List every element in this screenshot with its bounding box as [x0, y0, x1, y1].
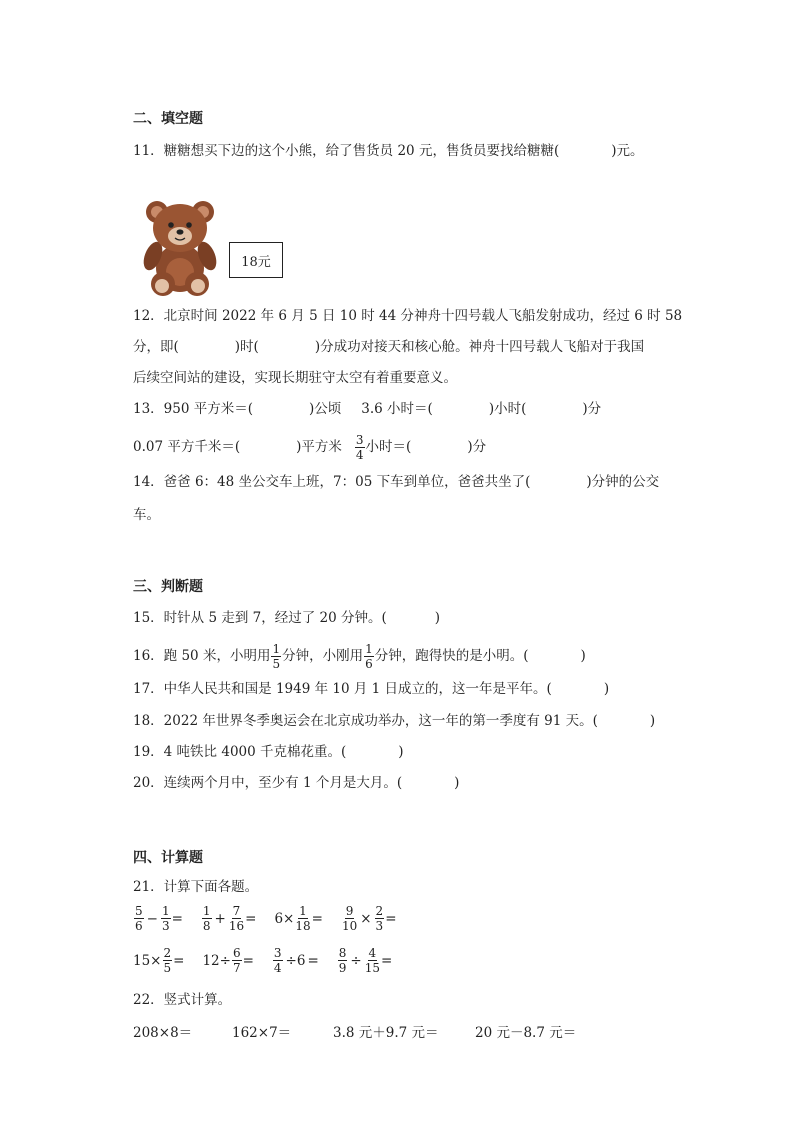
q15-close: )	[434, 610, 441, 626]
calc-item: 15× $\frac{2}{5}$ =	[133, 946, 185, 975]
question-14-line-2: 车。	[133, 507, 160, 523]
vertical-calc-item-1: 208×8＝	[133, 1025, 193, 1041]
q19-close: )	[398, 744, 404, 760]
calc-item: $\frac{5}{6}$ − $\frac{1}{3}$ =	[135, 904, 183, 933]
q15-text: 15．时针从 5 走到 7，经过了 20 分钟。(	[133, 610, 387, 626]
q13-b4: )分	[467, 439, 487, 455]
question-21-title: 21．计算下面各题。	[133, 879, 259, 895]
section-title-calculation: 四、计算题	[133, 850, 203, 866]
question-13-line-2	[133, 434, 486, 461]
question-12-line-3: 后续空间站的建设，实现长期驻守太空有着重要意义。	[133, 370, 457, 386]
q13-a5: )分	[582, 401, 602, 417]
q12-text-a: 分，即(	[133, 339, 179, 355]
fraction: $\frac{1}{6}$	[365, 642, 373, 671]
fraction: $\frac{1}{5}$	[272, 642, 281, 671]
teddy-bear-image	[140, 196, 220, 298]
q16-text-a: 16．跑 50 米，小明用	[133, 648, 271, 664]
q14-text-b: )分钟的公交	[586, 474, 660, 490]
question-12-line-2	[133, 337, 644, 357]
question-12-line-1: 12．北京时间 2022 年 6 月 5 日 10 时 44 分神舟十四号载人飞船发射成功，经过 6 时 58	[133, 308, 683, 324]
q14-text-a: 14．爸爸 6：48 坐公交车上班，7：05 下车到单位，爸爸共坐了(	[133, 474, 531, 490]
calc-item: $\frac{3}{4}$ ÷6 =	[273, 946, 319, 975]
q16-text-b: 分钟，小刚用	[282, 648, 364, 664]
q20-close: )	[454, 775, 460, 791]
q11-text-b: )元。	[611, 143, 644, 159]
q12-text-b: )时(	[234, 339, 259, 355]
calc-row-1	[133, 905, 415, 932]
q12-text-c: )分成功对接天和核心舱。神舟十四号载人飞船对于我国	[314, 339, 645, 355]
question-22-title: 22．竖式计算。	[133, 992, 232, 1008]
q13-a2: )公顷	[309, 401, 342, 417]
q13-a4: )小时(	[488, 401, 527, 417]
q17-text: 17．中华人民共和国是 1949 年 10 月 1 日成立的，这一年是平年。(	[133, 681, 552, 697]
q16-close: )	[580, 648, 586, 664]
calc-item: $\frac{8}{9}$ ÷ $\frac{4}{15}$ =	[338, 946, 393, 975]
q11-text-a: 11．糖糖想买下边的这个小熊，给了售货员 20 元，售货员要找给糖糖(	[133, 143, 560, 159]
question-20	[133, 773, 459, 793]
q20-text: 20．连续两个月中，至少有 1 个月是大月。(	[133, 775, 403, 791]
price-tag: 18元	[229, 242, 283, 278]
q17-close: )	[603, 681, 610, 697]
fraction: $\frac{3}{4}$	[355, 433, 364, 462]
calc-item: $\frac{1}{8}$ + $\frac{7}{16}$ =	[202, 904, 257, 933]
q13-b2: )平方米	[296, 439, 342, 455]
question-16	[133, 643, 586, 670]
calc-item: 6× $\frac{1}{18}$ =	[274, 904, 323, 933]
question-15	[133, 608, 440, 628]
section-title-true-false: 三、判断题	[133, 579, 203, 595]
question-13-line-1	[133, 399, 601, 419]
calc-row-2	[133, 947, 410, 974]
q19-text: 19．4 吨铁比 4000 千克棉花重。(	[133, 744, 347, 760]
calc-item: 12÷ $\frac{6}{7}$ =	[202, 946, 254, 975]
q13-b1: 0.07 平方千米＝(	[133, 439, 241, 455]
question-18	[133, 711, 655, 731]
q13-b3: 小时＝(	[365, 439, 412, 455]
q18-close: )	[649, 713, 656, 729]
q18-text: 18．2022 年世界冬季奥运会在北京成功举办，这一年的第一季度有 91 天。(	[133, 713, 598, 729]
vertical-calc-item-4: 20 元－8.7 元＝	[475, 1025, 577, 1041]
question-19	[133, 742, 404, 762]
question-17	[133, 679, 609, 699]
vertical-calc-item-2: 162×7＝	[232, 1025, 292, 1041]
calc-item: $\frac{9}{10}$ × $\frac{2}{3}$ =	[341, 904, 397, 933]
section-title-fill-blank: 二、填空题	[133, 111, 203, 127]
question-14-line-1	[133, 472, 659, 492]
vertical-calc-item-3: 3.8 元＋9.7 元＝	[333, 1025, 439, 1041]
question-11	[133, 141, 644, 161]
q13-a1: 13．950 平方米＝(	[133, 401, 254, 417]
q16-text-c: 分钟，跑得快的是小明。(	[374, 648, 529, 664]
q13-a3: 3.6 小时＝(	[361, 401, 433, 417]
